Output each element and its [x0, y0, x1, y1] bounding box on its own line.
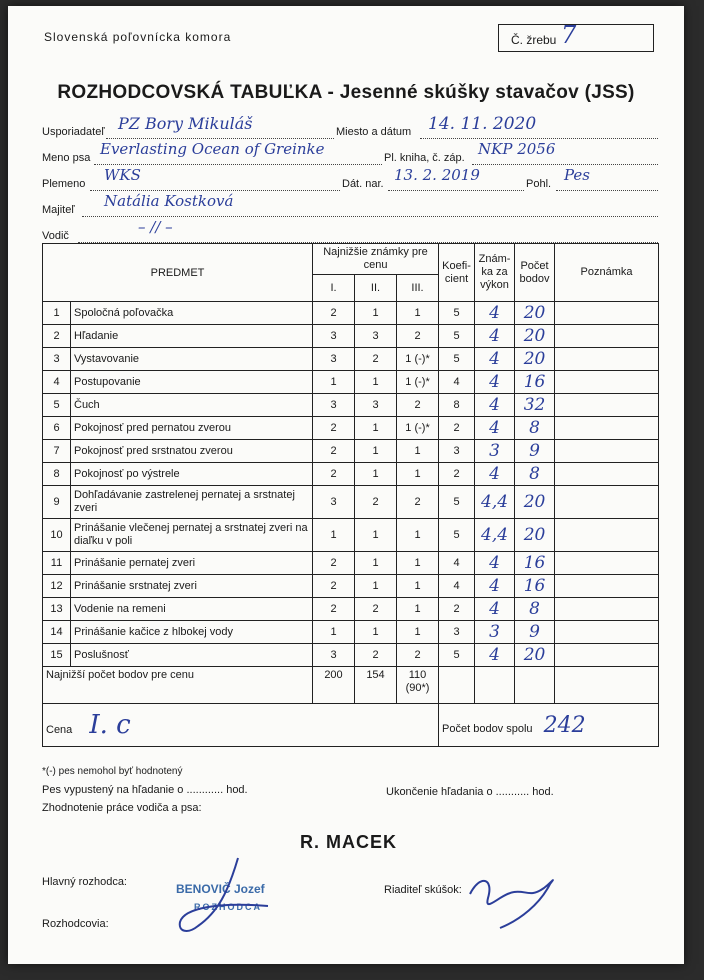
row-subject: Poslušnosť	[71, 644, 313, 667]
row-min-iii: 1	[397, 440, 439, 463]
document-title: ROZHODCOVSKÁ TABUĽKA - Jesenné skúšky stavačov (JSS)	[57, 82, 635, 103]
row-grade: 4	[475, 394, 515, 417]
draw-number-box	[498, 21, 654, 52]
table-row	[43, 463, 659, 486]
row-points: 20	[515, 325, 555, 348]
value-vodic: – // –	[138, 218, 173, 236]
row-coefficient: 8	[439, 394, 475, 417]
row-grade: 4	[475, 644, 515, 667]
row-coefficient: 4	[439, 552, 475, 575]
spolu-cell	[439, 704, 659, 747]
value-datnar: 13. 2. 2019	[394, 166, 480, 184]
document-page	[8, 6, 684, 964]
row-number: 6	[43, 417, 71, 440]
row-coefficient: 5	[439, 325, 475, 348]
field-usporiadatel	[106, 114, 334, 139]
row-min-i: 2	[313, 575, 355, 598]
row-coefficient: 5	[439, 486, 475, 519]
field-pohl	[556, 166, 658, 191]
row-min-iii: 1	[397, 598, 439, 621]
row-points: 8	[515, 417, 555, 440]
row-note	[555, 440, 659, 463]
header-pocet: Počet bodov	[515, 244, 555, 302]
min-points-ii: 154	[355, 667, 397, 704]
row-subject: Vystavovanie	[71, 348, 313, 371]
end-time: Ukončenie hľadania o ........... hod.	[386, 786, 554, 798]
table-row	[43, 325, 659, 348]
row-coefficient: 2	[439, 417, 475, 440]
table-header-row	[43, 244, 659, 275]
row-points: 8	[515, 463, 555, 486]
table-row	[43, 348, 659, 371]
table-row	[43, 440, 659, 463]
value-pkniha: NKP 2056	[478, 140, 556, 158]
row-min-iii: 1	[397, 621, 439, 644]
min-points-label: Najnižší počet bodov pre cenu	[43, 667, 313, 704]
value-majitel: Natália Kostková	[104, 192, 234, 210]
table-body	[43, 302, 659, 667]
row-number: 3	[43, 348, 71, 371]
row-subject: Pokojnosť pred pernatou zverou	[71, 417, 313, 440]
row-min-ii: 3	[355, 325, 397, 348]
row-number: 12	[43, 575, 71, 598]
row-min-ii: 1	[355, 417, 397, 440]
cena-value: I. c	[89, 710, 131, 740]
field-datnar	[388, 166, 524, 191]
row-subject: Prinášanie pernatej zveri	[71, 552, 313, 575]
row-subject: Pokojnosť po výstrele	[71, 463, 313, 486]
row-min-i: 3	[313, 325, 355, 348]
row-min-iii: 2	[397, 394, 439, 417]
row-min-ii: 3	[355, 394, 397, 417]
row-min-i: 3	[313, 644, 355, 667]
field-plemeno	[90, 166, 340, 191]
row-min-i: 2	[313, 463, 355, 486]
row-note	[555, 394, 659, 417]
stamp-rozhodca: ROZHODCA	[194, 902, 262, 912]
row-note	[555, 463, 659, 486]
row-min-ii: 2	[355, 644, 397, 667]
row-coefficient: 5	[439, 644, 475, 667]
row-grade: 3	[475, 621, 515, 644]
row-note	[555, 371, 659, 394]
row-number: 14	[43, 621, 71, 644]
row-note	[555, 302, 659, 325]
row-min-iii: 2	[397, 644, 439, 667]
row-subject: Pokojnosť pred srstnatou zverou	[71, 440, 313, 463]
row-min-iii: 2	[397, 486, 439, 519]
row-min-iii: 1	[397, 552, 439, 575]
row-min-ii: 2	[355, 598, 397, 621]
row-coefficient: 5	[439, 519, 475, 552]
empty-cell	[555, 667, 659, 704]
table-row	[43, 486, 659, 519]
row-note	[555, 644, 659, 667]
row-min-i: 2	[313, 440, 355, 463]
row-points: 20	[515, 348, 555, 371]
row-coefficient: 4	[439, 575, 475, 598]
score-table	[42, 243, 659, 747]
row-min-ii: 2	[355, 348, 397, 371]
row-min-iii: 1 (-)*	[397, 348, 439, 371]
row-note	[555, 519, 659, 552]
director-label: Riaditeľ skúšok:	[384, 884, 462, 896]
row-min-i: 1	[313, 371, 355, 394]
value-miesto: 14. 11. 2020	[428, 114, 537, 134]
row-min-ii: 1	[355, 519, 397, 552]
spolu-label: Počet bodov spolu	[442, 722, 533, 735]
footnote: *(-) pes nemohol byť hodnotený	[42, 766, 183, 777]
row-number: 8	[43, 463, 71, 486]
row-points: 32	[515, 394, 555, 417]
table-row	[43, 598, 659, 621]
table-row	[43, 417, 659, 440]
cena-cell	[43, 704, 439, 747]
row-number: 11	[43, 552, 71, 575]
row-grade: 4	[475, 575, 515, 598]
row-grade: 4	[475, 598, 515, 621]
row-points: 20	[515, 519, 555, 552]
table-row	[43, 519, 659, 552]
row-note	[555, 348, 659, 371]
row-points: 9	[515, 621, 555, 644]
table-row	[43, 394, 659, 417]
value-meno: Everlasting Ocean of Greinke	[100, 140, 325, 158]
row-grade: 4,4	[475, 486, 515, 519]
row-coefficient: 2	[439, 598, 475, 621]
stamp-benovic: BENOVIČ Jozef	[176, 882, 265, 896]
row-min-i: 3	[313, 348, 355, 371]
value-usporiadatel: PZ Bory Mikuláš	[118, 114, 253, 133]
row-min-iii: 2	[397, 325, 439, 348]
release-time: Pes vypustený na hľadanie o ............ hod.	[42, 784, 248, 796]
row-grade: 4	[475, 463, 515, 486]
empty-cell	[515, 667, 555, 704]
row-min-i: 2	[313, 552, 355, 575]
row-min-ii: 1	[355, 371, 397, 394]
row-subject: Prinášanie srstnatej zveri	[71, 575, 313, 598]
row-subject: Prinášanie kačice z hlbokej vody	[71, 621, 313, 644]
row-min-ii: 1	[355, 440, 397, 463]
table-row	[43, 302, 659, 325]
value-plemeno: WKS	[104, 166, 141, 184]
organization-name: Slovenská poľovnícka komora	[44, 30, 232, 44]
row-grade: 4	[475, 371, 515, 394]
label-majitel: Majiteľ	[42, 204, 75, 216]
row-subject: Vodenie na remeni	[71, 598, 313, 621]
row-min-i: 1	[313, 519, 355, 552]
header-cena-iii: III.	[397, 275, 439, 302]
row-subject: Hľadanie	[71, 325, 313, 348]
table-row	[43, 552, 659, 575]
row-min-ii: 1	[355, 302, 397, 325]
row-min-ii: 1	[355, 575, 397, 598]
row-grade: 4	[475, 302, 515, 325]
row-min-ii: 1	[355, 621, 397, 644]
label-plemeno: Plemeno	[42, 178, 86, 190]
row-number: 1	[43, 302, 71, 325]
empty-cell	[439, 667, 475, 704]
table-row	[43, 371, 659, 394]
row-coefficient: 2	[439, 463, 475, 486]
row-points: 16	[515, 552, 555, 575]
header-poznamka: Poznámka	[555, 244, 659, 302]
row-number: 5	[43, 394, 71, 417]
row-min-iii: 1 (-)*	[397, 417, 439, 440]
row-points: 16	[515, 371, 555, 394]
row-subject: Postupovanie	[71, 371, 313, 394]
label-pkniha: Pl. kniha, č. záp.	[384, 152, 465, 164]
label-usporiadatel: Usporiadateľ	[42, 126, 105, 138]
row-note	[555, 621, 659, 644]
row-number: 2	[43, 325, 71, 348]
row-min-ii: 2	[355, 486, 397, 519]
field-miesto	[420, 114, 658, 139]
spolu-value: 242	[543, 712, 586, 738]
row-coefficient: 5	[439, 302, 475, 325]
row-note	[555, 325, 659, 348]
field-majitel	[82, 192, 658, 217]
chief-judge-label: Hlavný rozhodca:	[42, 876, 127, 888]
row-number: 7	[43, 440, 71, 463]
row-min-iii: 1	[397, 463, 439, 486]
row-min-i: 1	[313, 621, 355, 644]
stamp-macek: R. MACEK	[300, 832, 397, 852]
row-subject: Čuch	[71, 394, 313, 417]
table-row	[43, 621, 659, 644]
label-miesto: Miesto a dátum	[336, 126, 412, 138]
row-points: 8	[515, 598, 555, 621]
field-meno	[94, 140, 382, 165]
row-grade: 4	[475, 348, 515, 371]
row-note	[555, 417, 659, 440]
row-number: 10	[43, 519, 71, 552]
row-min-ii: 1	[355, 552, 397, 575]
row-grade: 3	[475, 440, 515, 463]
row-grade: 4	[475, 325, 515, 348]
header-znamka: Znám-ka za výkon	[475, 244, 515, 302]
row-subject: Dohľadávanie zastrelenej pernatej a srstnatej zveri	[71, 486, 313, 519]
min-points-row	[43, 667, 659, 704]
row-note	[555, 486, 659, 519]
director-signature-icon	[460, 864, 570, 934]
row-min-i: 2	[313, 598, 355, 621]
row-subject: Prinášanie vlečenej pernatej a srstnatej zveri na diaľku v poli	[71, 519, 313, 552]
label-pohl: Pohl.	[526, 178, 552, 190]
row-number: 9	[43, 486, 71, 519]
judges-label: Rozhodcovia:	[42, 918, 109, 930]
row-number: 15	[43, 644, 71, 667]
empty-cell	[475, 667, 515, 704]
row-coefficient: 4	[439, 371, 475, 394]
draw-number-label: Č. žrebu	[511, 33, 557, 47]
header-predmet: PREDMET	[43, 244, 313, 302]
row-coefficient: 3	[439, 621, 475, 644]
label-datnar: Dát. nar.	[342, 178, 384, 190]
row-points: 9	[515, 440, 555, 463]
row-min-iii: 1	[397, 302, 439, 325]
field-pkniha	[472, 140, 658, 165]
row-coefficient: 3	[439, 440, 475, 463]
min-points-i: 200	[313, 667, 355, 704]
row-grade: 4,4	[475, 519, 515, 552]
draw-number-value: 7	[561, 21, 577, 49]
label-meno: Meno psa	[42, 152, 91, 164]
row-points: 16	[515, 575, 555, 598]
value-pohl: Pes	[564, 166, 590, 184]
row-number: 13	[43, 598, 71, 621]
row-points: 20	[515, 486, 555, 519]
min-points-iii: 110 (90*)	[397, 667, 439, 704]
row-coefficient: 5	[439, 348, 475, 371]
row-grade: 4	[475, 552, 515, 575]
row-min-iii: 1 (-)*	[397, 371, 439, 394]
row-min-i: 3	[313, 394, 355, 417]
row-min-i: 2	[313, 302, 355, 325]
header-najnizsie: Najnižšie známky pre cenu	[313, 244, 439, 275]
field-vodic	[78, 218, 658, 243]
row-note	[555, 552, 659, 575]
row-min-iii: 1	[397, 519, 439, 552]
cena-row	[43, 704, 659, 747]
table-row	[43, 644, 659, 667]
row-grade: 4	[475, 417, 515, 440]
row-points: 20	[515, 302, 555, 325]
row-number: 4	[43, 371, 71, 394]
row-min-ii: 1	[355, 463, 397, 486]
header-cena-ii: II.	[355, 275, 397, 302]
label-vodic: Vodič	[42, 230, 69, 242]
row-min-i: 3	[313, 486, 355, 519]
header-cena-i: I.	[313, 275, 355, 302]
cena-label: Cena	[46, 724, 73, 736]
chief-judge-signature-icon	[158, 852, 298, 942]
row-min-iii: 1	[397, 575, 439, 598]
row-note	[555, 575, 659, 598]
row-min-i: 2	[313, 417, 355, 440]
row-note	[555, 598, 659, 621]
row-points: 20	[515, 644, 555, 667]
row-subject: Spoločná poľovačka	[71, 302, 313, 325]
table-row	[43, 575, 659, 598]
evaluation-label: Zhodnotenie práce vodiča a psa:	[42, 802, 202, 814]
header-koeficient: Koefi-cient	[439, 244, 475, 302]
